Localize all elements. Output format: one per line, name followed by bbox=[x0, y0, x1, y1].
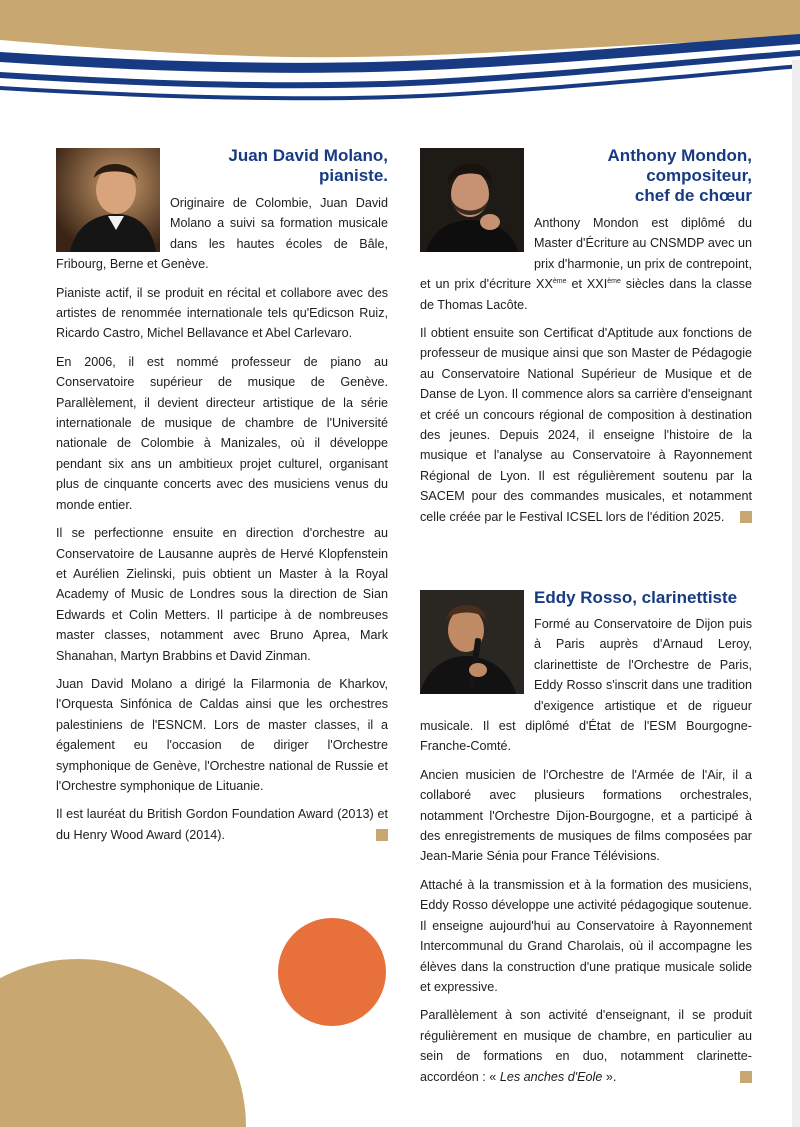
portrait-photo-mondon bbox=[420, 148, 524, 252]
name-line-2: pianiste. bbox=[319, 166, 388, 185]
end-square-icon bbox=[740, 1071, 752, 1083]
bio-paragraph-3: En 2006, il est nommé professeur de piano au Conservatoire supérieur de musique de Genève. Parallèlement, il devient directeur artistique de la série internationale de musique de chambre de l'Université nationale de Colombie à Manizales, où il développe pendant six ans un ambitieux projet culturel, organisant plus de cinquante concerts avec des musiciens venus du monde entier. bbox=[56, 354, 388, 512]
superscript: ème bbox=[607, 278, 621, 286]
right-edge-shade bbox=[792, 60, 800, 1127]
bio-paragraph-5: Juan David Molano a dirigé la Filarmonia de Kharkov, l'Orquesta Sinfónica de Caldas ainsi que les orchestres palestiniens de l'ESNCM. Lors de master classes, il a également eu l'occasion de diriger l'Orchestre symphonique de Genève, l'Orchestre national de Russie et l'Orchestre symphonique de Lituanie. bbox=[56, 676, 388, 793]
end-square-icon bbox=[376, 829, 388, 841]
superscript: ème bbox=[552, 278, 567, 286]
bio-text-a: Parallèlement à son activité d'enseignant, il se produit régulièrement en musique de chambre, en particulier au sein de formations en duo, notamment clarinette-accordéon : « bbox=[420, 1008, 752, 1084]
bio-paragraph-1: Originaire de Colombie, Juan David Molano a suivi sa formation musicale dans les hautes écoles de Bâle, Fribourg, Berne et Genève. bbox=[56, 196, 388, 272]
name-line-2: compositeur, bbox=[646, 166, 752, 185]
bio-paragraph-2-text: Il obtient ensuite son Certificat d'Aptitude aux fonctions de professeur de musique ainsi que son Master de Pédagogie au Conservatoire National Supérieur de Musique et de Danse de Lyon. Il commence alors sa carrière d'enseignant et créé un concours régional de composition à destination des jeunes. Depuis 2024, il enseigne l'histoire de la musique et l'analyse au Conservatoire à Rayonnement Régional de Lyon. Il est régulièrement soutenu par la SACEM pour des commandes musicales, et notamment celle créée par le Festival ICSEL lors de l'édition 2025. bbox=[420, 326, 752, 524]
bio-eddy-rosso bbox=[420, 588, 752, 1095]
name-line-3: chef de chœur bbox=[634, 186, 752, 205]
bio-text-c: siècles dans la classe de Thomas Lacôte. bbox=[420, 277, 752, 312]
bio-paragraph-6 bbox=[56, 804, 388, 845]
bio-paragraph-2: Pianiste actif, il se produit en récital et collabore avec des artistes de renommée internationale tels qu'Edicson Ruiz, Ricardo Castro, Michel Bellavance et Abel Carlevaro. bbox=[56, 285, 388, 341]
ensemble-title: Les anches d'Eole bbox=[499, 1069, 603, 1084]
bio-paragraph-3: Attaché à la transmission et à la formation des musiciens, Eddy Rosso développe une activité pédagogique soutenue. Il enseigne aujourd'hui au Conservatoire à Rayonnement Intercommunal du Grand Charolais, où il accompagne les élèves dans la construction d'une pratique musicale solide et expressive. bbox=[420, 877, 752, 994]
bio-text-b: et XXI bbox=[566, 277, 608, 292]
bio-paragraph-1: Formé au Conservatoire de Dijon puis à Paris auprès d'Arnaud Leroy, clarinettiste de l'Orchestre de Paris, Eddy Rosso s'inscrit dans une tradition d'exigence artistique et de rigueur musicale. Il est diplômé d'État de l'ESM Bourgogne-Franche-Comté. bbox=[420, 617, 752, 754]
bio-paragraph-4 bbox=[420, 1005, 752, 1087]
name-line-1: Juan David Molano, bbox=[228, 146, 388, 165]
name-line-1: Eddy Rosso, clarinettiste bbox=[534, 588, 738, 607]
portrait-photo-rosso bbox=[420, 590, 524, 694]
tan-circle-bottom-left bbox=[0, 959, 246, 1127]
bio-paragraph-6-text: Il est lauréat du British Gordon Foundation Award (2013) et du Henry Wood Award (2014). bbox=[56, 807, 388, 842]
bio-text-b: ». bbox=[602, 1069, 617, 1084]
bio-anthony-mondon bbox=[420, 146, 752, 535]
bio-text-a: Anthony Mondon est diplômé du Master d'Écriture au CNSMDP avec un prix d'harmonie, un prix de contrepoint, et un prix d'écriture XX bbox=[420, 216, 752, 292]
portrait-photo-molano bbox=[56, 148, 160, 252]
bio-juan-david-molano bbox=[56, 146, 388, 853]
bio-paragraph-4: Il se perfectionne ensuite en direction d'orchestre au Conservatoire de Lausanne auprès de Hervé Klopfenstein et Aurélien Zielinski, puis obtient un Master à la Royal Academy of Music de Londres sous la direction de Sian Edwards et Colin Metters. Il participe à de nombreuses master classes, notamment avec Bruno Aprea, Mark Shanahan, Martyn Brabbins et David Zinman. bbox=[56, 526, 388, 663]
bio-paragraph-2 bbox=[420, 323, 752, 527]
name-line-1: Anthony Mondon, bbox=[607, 146, 752, 165]
end-square-icon bbox=[740, 511, 752, 523]
bio-paragraph-2: Ancien musicien de l'Orchestre de l'Armée de l'Air, il a collaboré avec plusieurs formations orchestrales, notamment l'Orchestre Dijon-Bourgogne, et a participé à des enregistrements de musiques de films composées par Jean-Marie Sénia pour France Télévisions. bbox=[420, 767, 752, 864]
orange-circle bbox=[278, 918, 386, 1026]
